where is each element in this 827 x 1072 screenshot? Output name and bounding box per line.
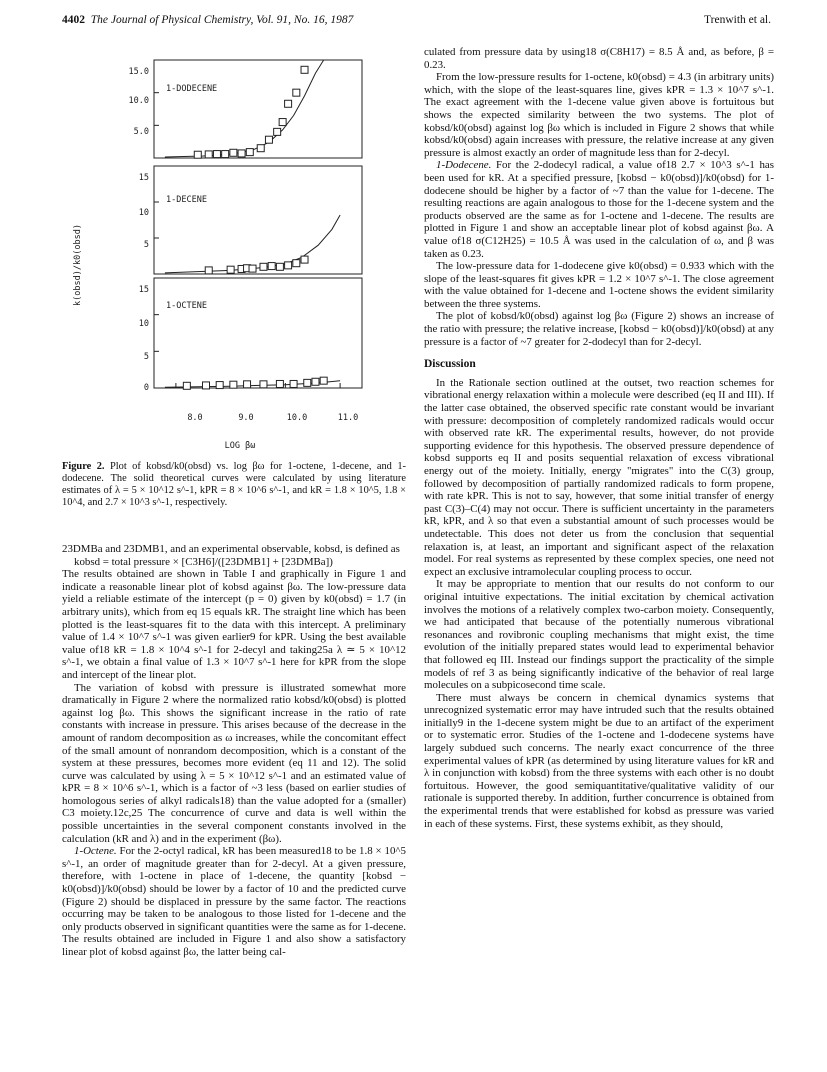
panel-frame-1-dodecene <box>154 60 362 158</box>
discussion-paragraph-3: There must always be concern in chemical dynamics systems that unrecognized systematic error may have intruded such that the results obtained initially9 in the 1-decene system might be due to an artifact of the experiment or to systematic error. Studies of the 1-octene and 1-dodecene systems have largely subdued such concerns. The nearly exact concurrence of the three experimental values of kPR (as determined by using literature values for kR and λ in conjunction with kobsd) from the three systems with each other is no doubt fortuitous. However, the good semiquantitative/qualitative validity of our rationale is supported thereby. In addition, further concurrence is obtained from the experimental trends that were established for kobsd as pressure was varied in each of these systems. First, these systems exhibit, as they should, <box>424 691 774 830</box>
discussion-paragraph-2: It may be appropriate to mention that our results do not conform to our original intuitive expectations. The initial excitation by chemical activation involves the motions of a relatively complex two-carbon moiety. Consequently, we had anticipated that because of the potentially numerous vibrational resonances and rovibronic coupling mechanisms that might exist, the time evolution of the initially prepared states would lead to experimental behavior that followed eq III. Instead our findings support the practicality of the simple models of ref 3 as being significantly indicative of the behavior of real large molecules on a subpicosecond time scale. <box>424 578 774 692</box>
theory-curve-1-decene <box>165 215 340 273</box>
y-tick-dodecene-5: 5.0 <box>133 127 149 137</box>
panel-label-octene: 1-OCTENE <box>166 301 207 311</box>
data-point-1-dodecene <box>293 89 300 96</box>
data-point-1-octene <box>312 378 319 385</box>
data-point-1-decene <box>249 265 256 272</box>
header-left <box>62 14 353 32</box>
data-point-1-dodecene <box>279 119 286 126</box>
data-point-1-decene <box>227 266 234 273</box>
right-paragraph-2: From the low-pressure results for 1-octene, k0(obsd) = 4.3 (in arbitrary units) which, with the slope of the least-squares line, gives kPR = 1.3 × 10^7 s^-1. The exact agreement with the 1-decene value given above is fortuitous but shows the expected similarity between the two systems. The plot of kobsd/k0(obsd) against log βω which is included in Figure 2 shows that while kobsd/k0(obsd) again increases with pressure, the relative increase at any given pressure is almost exactly an order of magnitude less than for 2-decyl. <box>424 71 774 159</box>
figure-marks <box>165 60 340 389</box>
data-point-1-dodecene <box>265 136 272 143</box>
data-point-1-octene <box>320 377 327 384</box>
data-point-1-decene <box>293 260 300 267</box>
right-paragraph-3 <box>424 159 774 260</box>
y-tick-octene-5: 5 <box>143 352 149 362</box>
data-point-1-octene <box>276 380 283 387</box>
left-paragraph-1: 23DMBa and 23DMB1, and an experimental observable, kobsd, is defined as <box>62 543 400 555</box>
data-point-1-dodecene <box>301 66 308 73</box>
panel-frame-1-octene <box>154 278 362 388</box>
panel-label-decene: 1-DECENE <box>166 195 207 205</box>
data-point-1-dodecene <box>230 149 237 156</box>
left-column <box>62 543 406 959</box>
caption-text: Plot of kobsd/k0(obsd) vs. log βω for 1-octene, 1-decene, and 1-dodecene. The solid theoretical curves were calculated by using literature estimates of λ = 5 × 10^12 s^-1, kPR = 8 × 10^6 s^-1, and kR = 1.8 × 10^5, 1.8 × 10^4, and 2.7 × 10^3 s^-1, respectively. <box>62 461 406 509</box>
data-point-1-dodecene <box>194 151 201 158</box>
data-point-1-dodecene <box>274 128 281 135</box>
y-axis-label: k(obsd)/k0(obsd) <box>73 224 83 306</box>
x-axis-label: LOG βω <box>224 441 256 451</box>
panel-frame-1-decene <box>154 166 362 274</box>
discussion-paragraph-1: In the Rationale section outlined at the outset, two reaction schemes for vibrational energy relaxation within a molecule were described (eq II and III). If the latter case obtained, the observed specific rate constant would be invariant with pressure: decomposition of completely randomized radicals would occur with observed rate kR. The experimental results, however, do not provide supporting evidence for this hypothesis. The observed pressure dependence of kobsd supports eq II and posits sequential relaxation of excess vibrational energy out of the moiety. Initially, energy "migrates" into the C(3) group, followed by decomposition of partially randomized radicals to form propene, with rate kPR. This is not to say, however, that some initial transfer of energy past C(3)–C(4) may not occur. There is sufficient uncertainty in the parameters kR, kPR, and λ so that even a substantial amount of such processes would be undetectable. This does not deter us from the conclusion that sequential relaxation is, at least, an important and significant aspect of the relaxation model. For real systems as represented by these complex species, one need not expect an exclusive intramolecular coupling process to occur. <box>424 376 774 578</box>
right-column <box>424 46 774 830</box>
data-point-1-decene <box>285 262 292 269</box>
data-point-1-dodecene <box>257 145 264 152</box>
data-point-1-dodecene <box>222 151 229 158</box>
left-paragraph-4 <box>62 845 406 958</box>
data-point-1-octene <box>183 382 190 389</box>
right-paragraph-1: culated from pressure data by using18 σ(C8H17) = 8.5 Å and, as before, β = 0.23. <box>424 46 774 71</box>
octene-heading: 1-Octene. <box>74 845 117 858</box>
x-tick-1: 9.0 <box>238 413 254 423</box>
caption-label: Figure 2. <box>62 461 105 472</box>
y-tick-octene-15: 15 <box>138 285 149 295</box>
right-paragraph-5: The plot of kobsd/k0(obsd) against log βω (Figure 2) shows an increase of the ratio with pressure; the relative increase, [kobsd − k0(obsd)]/k0(obsd) at any pressure is a factor of ~7 greater for 2-dodecyl than for 2-decyl. <box>424 310 774 348</box>
data-point-1-octene <box>304 379 311 386</box>
data-point-1-decene <box>276 263 283 270</box>
octene-text: For the 2-octyl radical, kR has been measured18 to be 1.8 × 10^5 s^-1, an order of magnitude greater than for 2-decyl. At a given pressure, therefore, with 1-octene in place of 1-decene, the quantity [kobsd − k0(obsd)]/k0(obsd) should be lower by a factor of 10 and the predicted curve (Figure 2) should be displaced in pressure by the same factor. The reactions occurring may be taken to be analogous to those listed for 1-decene and the only products observed in significant quantities were the same as for 1-decene. The results obtained are included in Figure 1 and also show a satisfactory linear plot of kobsd against βω, the latter being cal- <box>62 845 406 958</box>
y-tick-dodecene-15: 15.0 <box>128 67 149 77</box>
data-point-1-decene <box>205 267 212 274</box>
data-point-1-octene <box>290 380 297 387</box>
data-point-1-dodecene <box>205 151 212 158</box>
data-point-1-dodecene <box>285 100 292 107</box>
discussion-heading: Discussion <box>424 358 476 371</box>
data-point-1-dodecene <box>213 151 220 158</box>
left-paragraph-2: The results obtained are shown in Table I and graphically in Figure 1 and indicate a reasonable linear plot of kobsd against βω. The low-pressure data yield a reliable estimate of the intercept (p = 0) given by k0(obsd) = 1.7 (in arbitrary units), which from eq 15 equals kR. The straight line which has been plotted is the least-squares fit to the data with this intercept. A preliminary value of 1.4 × 10^7 s^-1 was given earlier9 for kPR. Using the best available value of18 kR = 1.8 × 10^4 s^-1 for 2-decyl and taking25a λ ≃ 5 × 10^12 s^-1, we obtain a final value of 1.3 × 10^7 s^-1 here for kPR from the slope and intercept of the linear plot. <box>62 568 406 681</box>
y-tick-decene-5: 5 <box>143 240 149 250</box>
panel-label-dodecene: 1-DODECENE <box>166 84 218 94</box>
data-point-1-octene <box>230 381 237 388</box>
dodecene-text: For the 2-dodecyl radical, a value of18 2.7 × 10^3 s^-1 has been used for kR. At a specified pressure, [kobsd − k0(obsd)]/k0(obsd) for 1-dodecene should be higher by a factor of ~7 than the value for 1-decene. The resulting reactions are again analogous to those for the 1-decene system and the products observed are the same as for 1-octene and 1-decene. The results are plotted in Figure 1 and show an acceptable linear plot of kobsd against βω. A value of18 σ(C12H25) = 10.5 Å was used in the calculation of ω, and β was taken as 0.23. <box>424 159 774 260</box>
data-point-1-octene <box>216 382 223 389</box>
left-paragraph-3: The variation of kobsd with pressure is illustrated somewhat more dramatically in Figure 2 where the normalized ratio kobsd/k0(obsd) is plotted against log βω. This shows the significant increase in the ratio of rate constants with increase in pressure. This arises because of the decrease in the amount of random decomposition as ω increases, while the concomitant effect of the small amount of nonrandom decomposition, which is a constant of the system at these pressures, becomes more evident (eq 11 and 12). The solid curve was calculated by using λ = 5 × 10^12 s^-1 and an estimated value of kPR = 8 × 10^6 s^-1, which is a factor of ~3 less (based on earlier studies of homologous series of alkyl radicals18) than the value adopted for a (smaller) C3 moiety.12c,25 The concurrence of curve and data is well within the possible uncertainties in the several component constants involved in the calculation (kR and λ) and in the experiment (βω). <box>62 681 406 845</box>
header-author: Trenwith et al. <box>704 14 771 26</box>
figure-axes <box>154 60 362 388</box>
y-tick-decene-10: 10 <box>138 208 149 218</box>
y-tick-dodecene-10: 10.0 <box>128 96 149 106</box>
theory-curve-1-dodecene <box>165 60 324 157</box>
data-point-1-decene <box>260 263 267 270</box>
x-tick-2: 10.0 <box>286 413 308 423</box>
x-tick-3: 11.0 <box>337 413 359 423</box>
x-tick-0: 8.0 <box>187 413 203 423</box>
data-point-1-octene <box>203 382 210 389</box>
dodecene-heading: 1-Dodecene. <box>436 159 492 172</box>
data-point-1-dodecene <box>246 149 253 156</box>
y-tick-decene-15: 15 <box>138 173 149 183</box>
data-point-1-octene <box>260 381 267 388</box>
figure-caption <box>62 461 406 509</box>
page-number: 4402 <box>62 14 85 26</box>
page-header <box>62 14 771 32</box>
journal-citation: The Journal of Physical Chemistry, Vol. 91, No. 16, 1987 <box>90 14 354 26</box>
figure-2-plot <box>62 50 406 458</box>
data-point-1-dodecene <box>238 150 245 157</box>
y-tick-octene-0: 0 <box>143 383 149 393</box>
data-point-1-decene <box>301 256 308 263</box>
equation-kobsd: kobsd = total pressure × [C3H6]/([23DMB1] + [23DMBa]) <box>74 555 333 568</box>
data-point-1-decene <box>268 263 275 270</box>
data-point-1-octene <box>244 381 251 388</box>
right-paragraph-4: The low-pressure data for 1-dodecene give k0(obsd) = 0.933 which with the slope of the least-squares fit gives kPR = 1.2 × 10^7 s^-1. The close agreement with the value obtained for 1-decene and 1-octene shows the evident similarity between the three systems. <box>424 260 774 310</box>
y-tick-octene-10: 10 <box>138 319 149 329</box>
